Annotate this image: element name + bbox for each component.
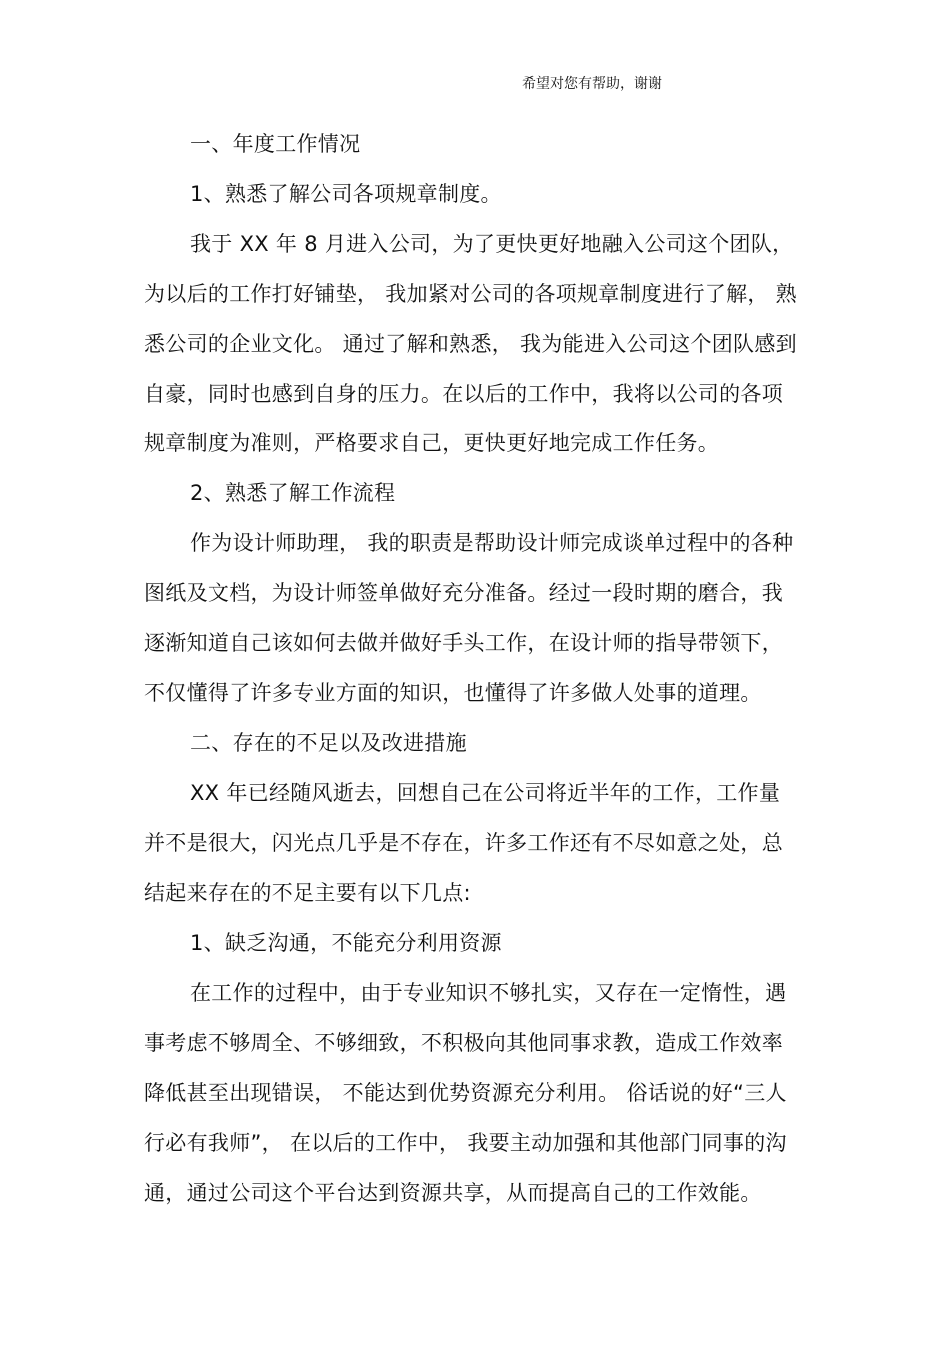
paragraph-line: 我于 XX 年 8 月进入公司，为了更快更好地融入公司这个团队， [190,232,794,256]
paragraph-line: 并不是很大，闪光点几乎是不存在，许多工作还有不尽如意之处，总 [144,831,783,855]
paragraph-line: 事考虑不够周全、不够细致，不积极向其他同事求教，造成工作效率 [144,1031,783,1055]
paragraph-line: 在工作的过程中，由于专业知识不够扎实，又存在一定惰性，遇 [190,981,787,1005]
section-heading: 一、年度工作情况 [190,132,361,156]
section-heading: 二、存在的不足以及改进措施 [190,731,467,755]
paragraph-line: 不仅懂得了许多专业方面的知识，也懂得了许多做人处事的道理。 [144,681,762,705]
paragraph-line: 悉公司的企业文化。 通过了解和熟悉， 我为能进入公司这个团队感到 [144,332,797,356]
subsection-heading: 1、熟悉了解公司各项规章制度。 [190,182,502,206]
subsection-heading: 2、熟悉了解工作流程 [190,481,396,505]
paragraph-line: 自豪，同时也感到自身的压力。在以后的工作中，我将以公司的各项 [144,382,783,406]
paragraph-line: 通，通过公司这个平台达到资源共享，从而提高自己的工作效能。 [144,1181,762,1205]
page-header: 希望对您有帮助，谢谢 [522,76,662,92]
paragraph-line: 规章制度为准则，严格要求自己，更快更好地完成工作任务。 [144,431,720,455]
paragraph-line: XX 年已经随风逝去，回想自己在公司将近半年的工作，工作量 [190,781,781,805]
paragraph-line: 结起来存在的不足主要有以下几点: [144,881,471,905]
paragraph-line: 行必有我师”， 在以后的工作中， 我要主动加强和其他部门同事的沟 [144,1131,787,1155]
paragraph-line: 作为设计师助理， 我的职责是帮助设计师完成谈单过程中的各种 [190,531,794,555]
paragraph-line: 逐渐知道自己该如何去做并做好手头工作，在设计师的指导带领下， [144,631,783,655]
paragraph-line: 为以后的工作打好铺垫， 我加紧对公司的各项规章制度进行了解， 熟 [144,282,797,306]
paragraph-line: 图纸及文档，为设计师签单做好充分准备。经过一段时期的磨合，我 [144,581,783,605]
paragraph-line: 降低甚至出现错误， 不能达到优势资源充分利用。 俗话说的好“三人 [144,1081,787,1105]
subsection-heading: 1、缺乏沟通，不能充分利用资源 [190,931,502,955]
